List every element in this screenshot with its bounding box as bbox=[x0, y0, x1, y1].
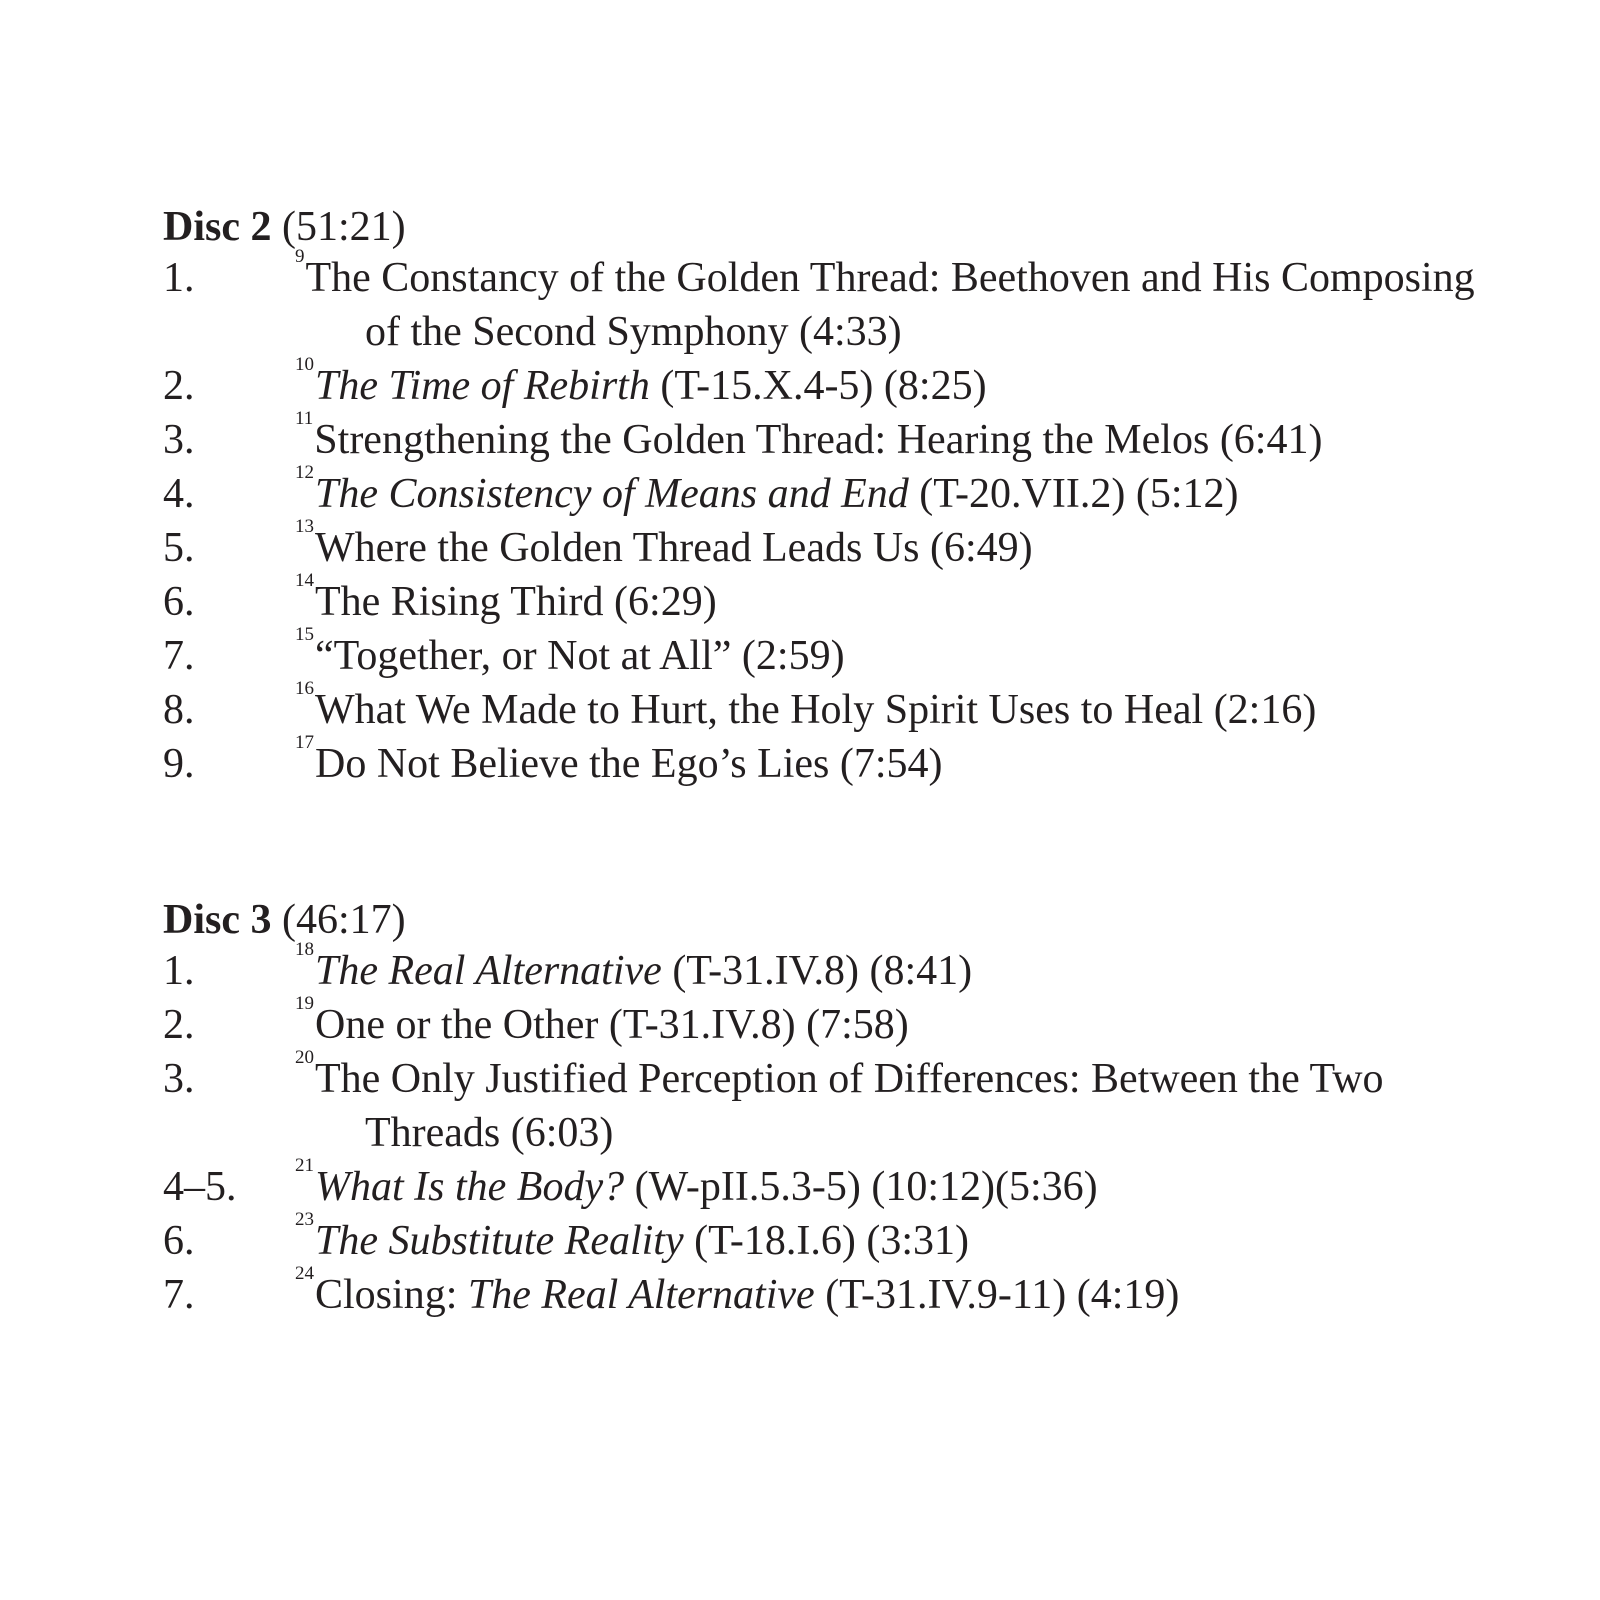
track-title: The Substitute Reality bbox=[315, 1218, 684, 1264]
disc-label: Disc 2 bbox=[163, 204, 272, 250]
track-duration: (8:41) bbox=[869, 948, 973, 994]
track-title: The Real Alternative bbox=[467, 1272, 815, 1318]
track-reference-number: 10 bbox=[295, 354, 314, 375]
track-reference-number: 9 bbox=[295, 246, 305, 267]
track-duration: (3:31) bbox=[866, 1218, 970, 1264]
track-reference-number: 18 bbox=[295, 939, 314, 960]
track-reference-number: 13 bbox=[295, 516, 314, 537]
track-title: The Constancy of the Golden Thread: Beethoven and His Composing of the Second Symphony bbox=[305, 255, 1475, 355]
disc-2-section bbox=[163, 203, 1493, 791]
track-duration: (6:29) bbox=[614, 579, 717, 625]
track-body bbox=[295, 516, 1493, 575]
track-source: (T-18.I.6) bbox=[694, 1218, 856, 1264]
track-row bbox=[163, 624, 1493, 683]
track-reference-number: 16 bbox=[295, 678, 314, 699]
disc-label: Disc 3 bbox=[163, 897, 272, 943]
track-reference-number: 17 bbox=[295, 732, 314, 753]
track-body bbox=[295, 408, 1493, 467]
track-duration: (2:59) bbox=[741, 633, 845, 679]
track-title: Strengthening the Golden Thread: Hearing the Melos bbox=[314, 417, 1210, 463]
track-reference-number: 24 bbox=[295, 1263, 314, 1284]
disc-heading bbox=[163, 896, 1493, 944]
track-row bbox=[163, 516, 1493, 575]
track-row bbox=[163, 678, 1493, 737]
disc-3-section bbox=[163, 896, 1493, 1322]
track-duration: (4:33) bbox=[798, 309, 902, 355]
track-list bbox=[163, 246, 1493, 791]
track-reference-number: 11 bbox=[295, 408, 314, 429]
track-number: 7. bbox=[163, 1272, 195, 1318]
track-number: 1. bbox=[163, 948, 195, 994]
track-row bbox=[163, 462, 1493, 521]
track-row bbox=[163, 732, 1493, 791]
track-duration: (6:41) bbox=[1219, 417, 1323, 463]
track-reference-number: 23 bbox=[295, 1209, 314, 1230]
track-number: 4–5. bbox=[163, 1164, 237, 1210]
track-row bbox=[163, 246, 1493, 359]
track-row bbox=[163, 570, 1493, 629]
track-body bbox=[295, 1047, 1493, 1160]
track-body bbox=[295, 354, 1493, 413]
track-reference-number: 21 bbox=[295, 1155, 314, 1176]
track-body bbox=[295, 1155, 1493, 1214]
track-number: 6. bbox=[163, 1218, 195, 1264]
track-row bbox=[163, 993, 1493, 1052]
track-body bbox=[295, 624, 1493, 683]
track-title: What We Made to Hurt, the Holy Spirit Uses to Heal bbox=[315, 687, 1204, 733]
track-body bbox=[295, 1263, 1493, 1322]
track-duration: (6:49) bbox=[930, 525, 1033, 571]
track-number: 9. bbox=[163, 741, 195, 787]
track-source: (T-20.VII.2) bbox=[919, 471, 1126, 517]
track-title-prefix: Closing: bbox=[315, 1272, 458, 1318]
track-body bbox=[295, 939, 1493, 998]
track-source: (T-15.X.4-5) bbox=[660, 363, 874, 409]
track-body bbox=[295, 246, 1493, 359]
track-row bbox=[163, 939, 1493, 998]
track-number: 3. bbox=[163, 417, 195, 463]
disc-duration: (51:21) bbox=[282, 204, 406, 250]
track-number: 5. bbox=[163, 525, 195, 571]
track-reference-number: 20 bbox=[295, 1047, 314, 1068]
track-duration: (4:19) bbox=[1076, 1272, 1180, 1318]
track-row bbox=[163, 408, 1493, 467]
track-body bbox=[295, 678, 1493, 737]
track-row bbox=[163, 1209, 1493, 1268]
track-title: The Rising Third bbox=[315, 579, 604, 625]
track-number: 2. bbox=[163, 363, 195, 409]
track-source: (T-31.IV.9-11) bbox=[825, 1272, 1067, 1318]
track-body bbox=[295, 462, 1493, 521]
track-duration: (10:12)(5:36) bbox=[871, 1164, 1098, 1210]
track-reference-number: 15 bbox=[295, 624, 314, 645]
track-row bbox=[163, 1263, 1493, 1322]
track-number: 8. bbox=[163, 687, 195, 733]
track-row bbox=[163, 354, 1493, 413]
track-number: 4. bbox=[163, 471, 195, 517]
track-reference-number: 19 bbox=[295, 993, 314, 1014]
track-title: The Real Alternative bbox=[315, 948, 662, 994]
track-body bbox=[295, 1209, 1493, 1268]
track-title: The Consistency of Means and End bbox=[315, 471, 909, 517]
track-title: What Is the Body? bbox=[315, 1164, 625, 1210]
track-title: The Only Justified Perception of Differences: Between the Two Threads bbox=[315, 1056, 1384, 1156]
track-title: The Time of Rebirth bbox=[315, 363, 650, 409]
track-duration: (8:25) bbox=[883, 363, 987, 409]
track-body bbox=[295, 993, 1493, 1052]
track-number: 2. bbox=[163, 1002, 195, 1048]
track-list bbox=[163, 939, 1493, 1322]
track-row bbox=[163, 1047, 1493, 1160]
disc-heading bbox=[163, 203, 1493, 251]
track-body bbox=[295, 732, 1493, 791]
track-duration: (7:54) bbox=[839, 741, 943, 787]
track-number: 1. bbox=[163, 255, 195, 301]
track-reference-number: 12 bbox=[295, 462, 314, 483]
track-title: One or the Other bbox=[315, 1002, 599, 1048]
track-row bbox=[163, 1155, 1493, 1214]
track-number: 3. bbox=[163, 1056, 195, 1102]
track-duration: (2:16) bbox=[1213, 687, 1317, 733]
track-reference-number: 14 bbox=[295, 570, 314, 591]
track-source: (T-31.IV.8) bbox=[608, 1002, 796, 1048]
track-source: (T-31.IV.8) bbox=[672, 948, 859, 994]
track-number: 7. bbox=[163, 633, 195, 679]
track-title: Where the Golden Thread Leads Us bbox=[315, 525, 920, 571]
track-duration: (6:03) bbox=[510, 1110, 614, 1156]
track-duration: (5:12) bbox=[1135, 471, 1239, 517]
track-title: “Together, or Not at All” bbox=[315, 633, 732, 679]
track-number: 6. bbox=[163, 579, 195, 625]
track-body bbox=[295, 570, 1493, 629]
track-duration: (7:58) bbox=[806, 1002, 909, 1048]
track-source: (W-pII.5.3-5) bbox=[634, 1164, 861, 1210]
track-title: Do Not Believe the Ego’s Lies bbox=[315, 741, 830, 787]
disc-duration: (46:17) bbox=[282, 897, 406, 943]
